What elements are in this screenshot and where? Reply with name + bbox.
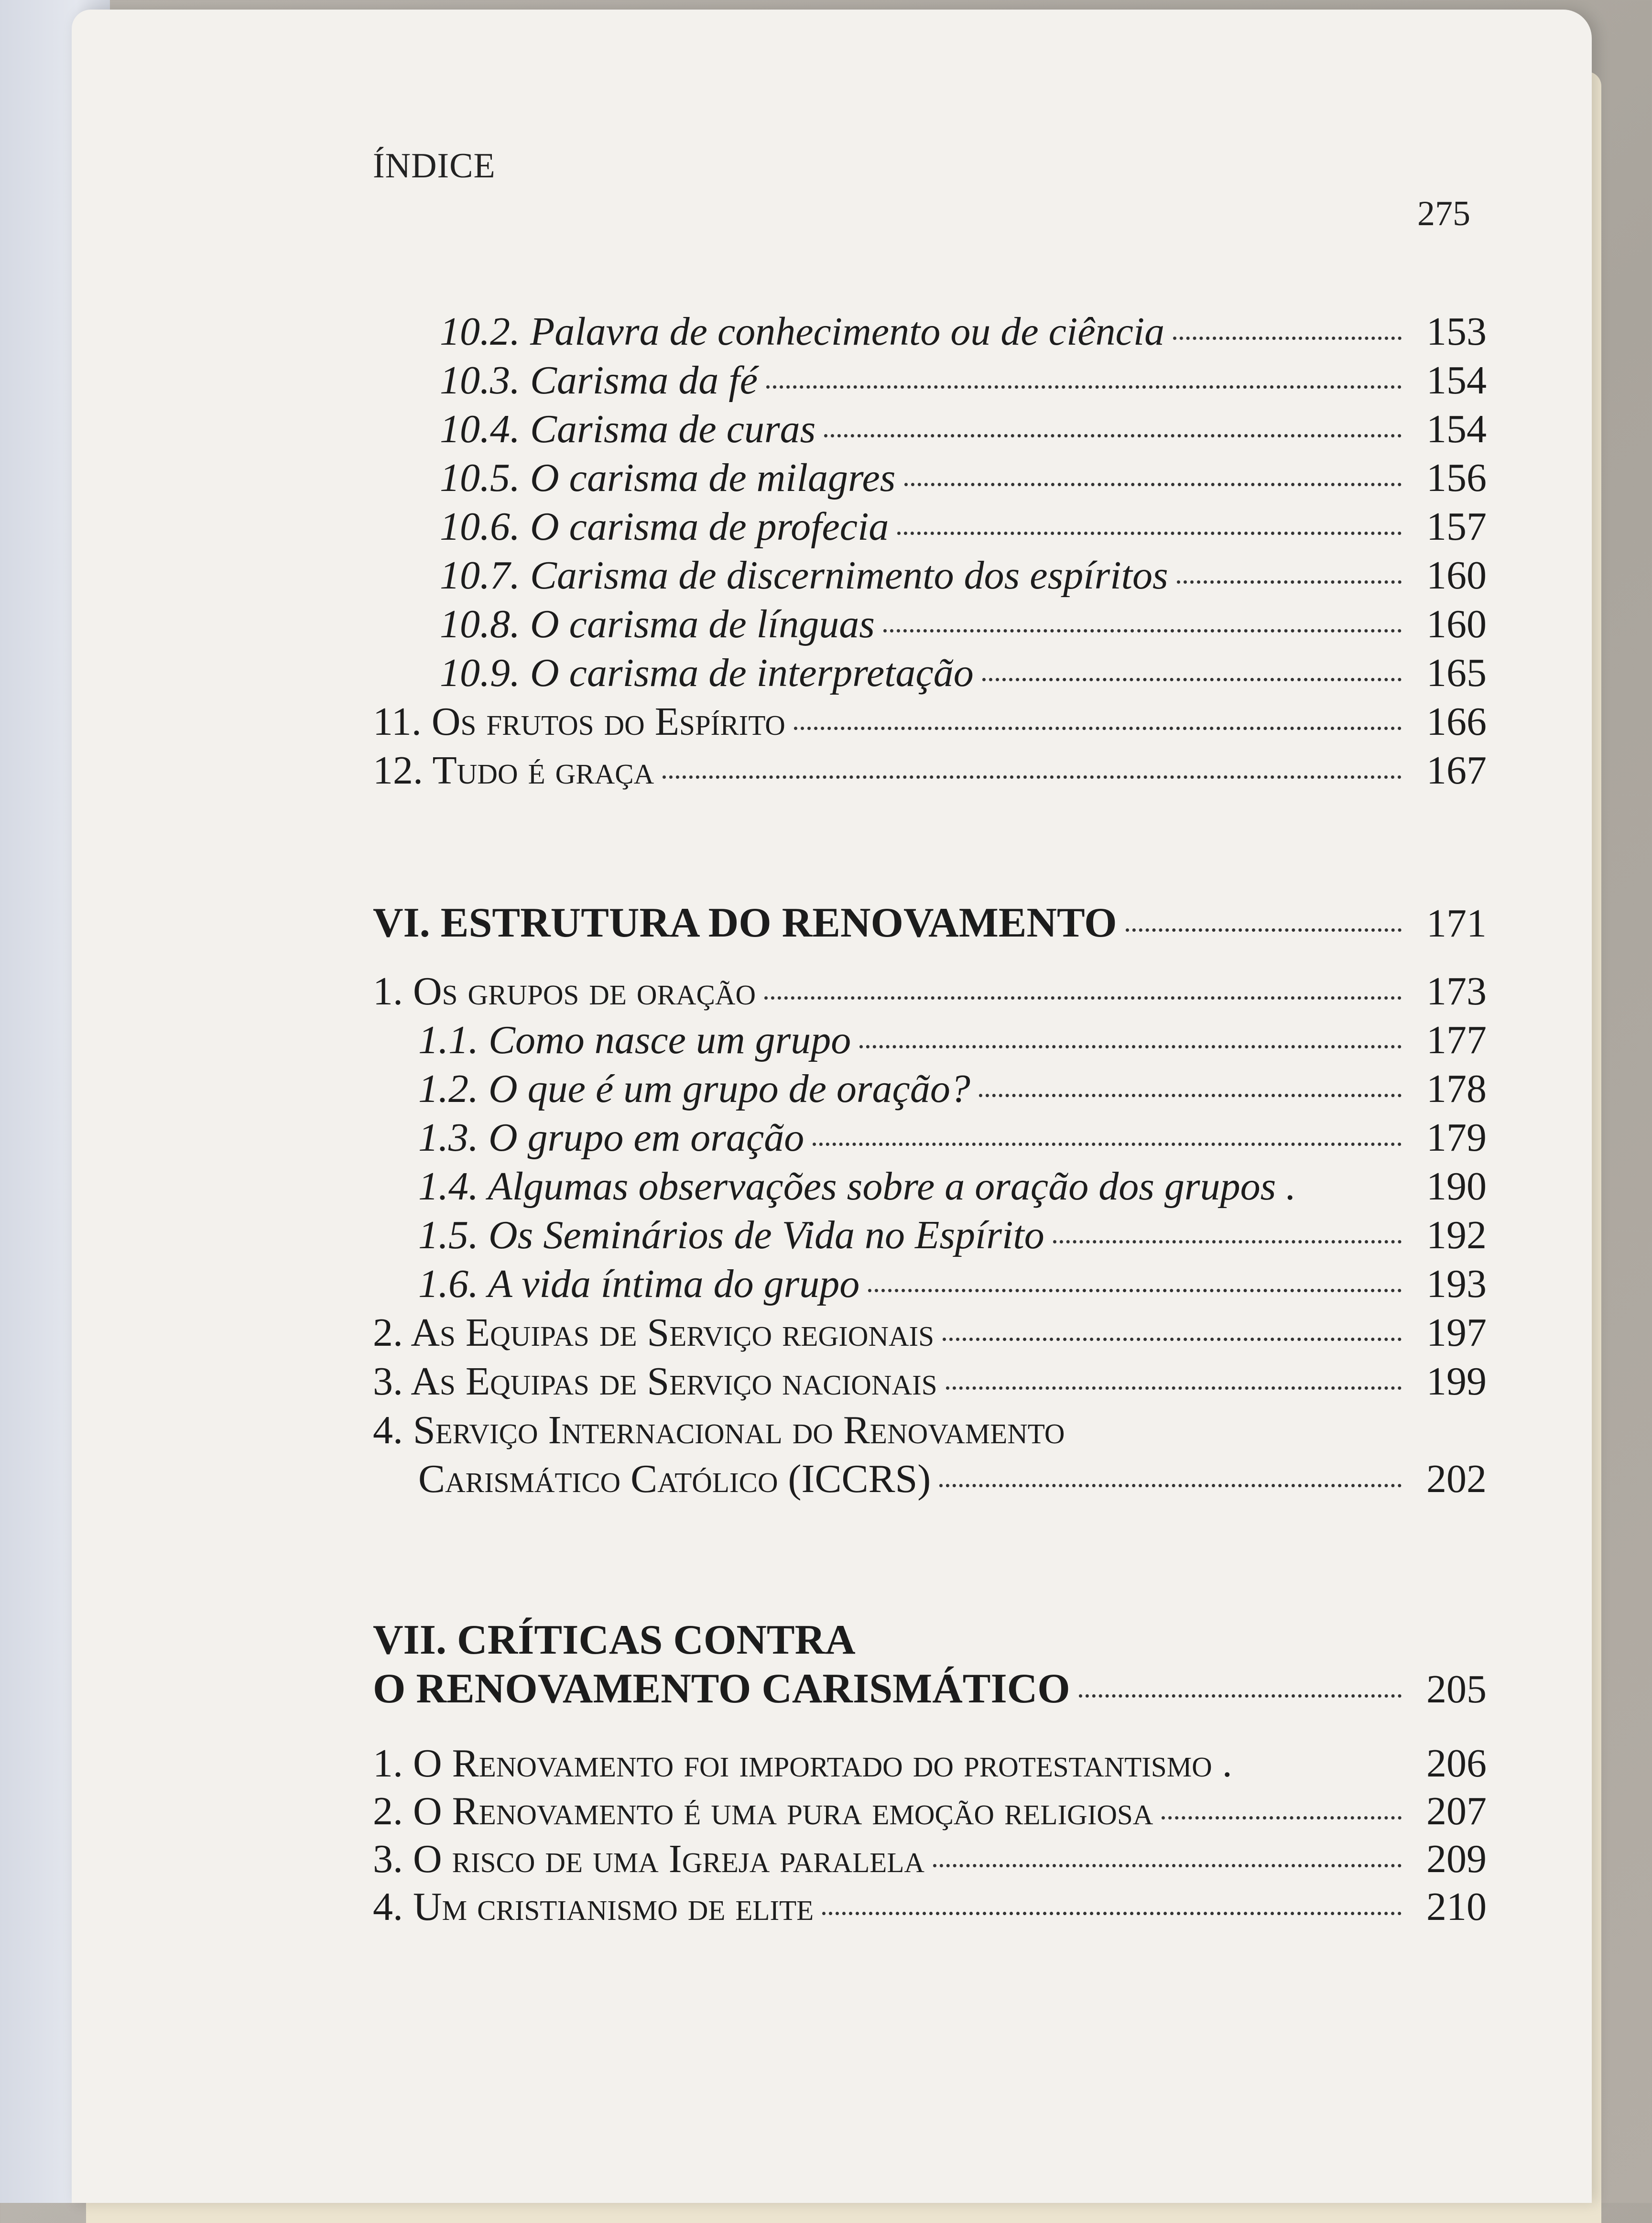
entry-page: 207: [1426, 1789, 1487, 1833]
toc-entry: [373, 1309, 1487, 1357]
dot-leader: [794, 727, 1402, 730]
entry-page: 177: [1426, 1018, 1487, 1062]
dot-leader: [1304, 1191, 1402, 1195]
toc-entry: [373, 1836, 1487, 1884]
toc-entry: [440, 308, 1487, 356]
entry-label: 12. Tudo é graça: [373, 748, 654, 793]
entry-label: 2. O Renovamento é uma pura emoção religiosa: [373, 1789, 1153, 1833]
entry-page: 166: [1426, 699, 1487, 744]
dot-leader: [883, 629, 1402, 632]
entry-label: 10.3. Carisma da fé: [440, 358, 758, 403]
toc-entry: [418, 1066, 1487, 1113]
entry-page: 190: [1426, 1164, 1487, 1209]
entry-page: 165: [1426, 651, 1487, 695]
section-heading-vi: [373, 899, 1487, 947]
entry-label: 3. O risco de uma Igreja paralela: [373, 1837, 924, 1881]
entry-page: 199: [1426, 1359, 1487, 1404]
entry-page: 160: [1426, 602, 1487, 646]
entry-page: 178: [1426, 1067, 1487, 1111]
dot-leader: [939, 1484, 1402, 1487]
entry-label: 1. Os grupos de oração: [373, 969, 756, 1013]
entry-label: 10.6. O carisma de profecia: [440, 504, 889, 549]
entry-page: 167: [1426, 748, 1487, 793]
toc-entry: [440, 503, 1487, 551]
entry-page: 154: [1426, 358, 1487, 403]
dot-leader: [904, 483, 1402, 486]
dot-leader: [1079, 1694, 1402, 1698]
toc-entry: [373, 1884, 1487, 1931]
entry-label: 10.5. O carisma de milagres: [440, 456, 896, 500]
entry-label: 3. As Equipas de Serviço nacionais: [373, 1359, 937, 1404]
dot-leader: [1177, 580, 1402, 584]
toc-entry: [373, 698, 1487, 746]
dot-leader: [824, 434, 1402, 437]
entry-label: 1.5. Os Seminários de Vida no Espírito: [418, 1213, 1044, 1257]
entry-label: 10.7. Carisma de discernimento dos espíritos: [440, 553, 1168, 598]
running-head: ÍNDICE: [373, 146, 496, 185]
entry-label: 2. As Equipas de Serviço regionais: [373, 1310, 935, 1355]
toc-entry: [418, 1212, 1487, 1260]
entry-page: 179: [1426, 1115, 1487, 1160]
entry-label: 1.2. O que é um grupo de oração?: [418, 1067, 970, 1111]
entry-page: 160: [1426, 553, 1487, 598]
dot-leader: [933, 1864, 1402, 1867]
toc-entry: [418, 1261, 1487, 1308]
dot-leader: [1162, 1816, 1402, 1820]
toc-entry: [440, 455, 1487, 502]
entry-label-line1: 4. Serviço Internacional do Renovamento: [373, 1408, 1065, 1452]
entry-label: 1.6. A vida íntima do grupo: [418, 1262, 860, 1306]
toc-entry: [440, 601, 1487, 649]
entry-page: 197: [1426, 1310, 1487, 1355]
entry-label: 1. O Renovamento foi importado do protestantismo .: [373, 1741, 1232, 1786]
section-heading-vii: [373, 1665, 1487, 1712]
dot-leader: [1241, 1768, 1402, 1772]
page-number: 275: [1417, 194, 1470, 233]
entry-page: 192: [1426, 1213, 1487, 1257]
section-title: VI. ESTRUTURA DO RENOVAMENTO: [373, 900, 1117, 946]
entry-page: 157: [1426, 504, 1487, 549]
entry-label: 4. Um cristianismo de elite: [373, 1885, 814, 1929]
entry-label: 1.3. O grupo em oração: [418, 1115, 804, 1160]
dot-leader: [982, 678, 1402, 681]
toc-entry: [373, 968, 1487, 1016]
dot-leader: [897, 532, 1402, 535]
dot-leader: [943, 1338, 1402, 1341]
entry-label: 1.1. Como nasce um grupo: [418, 1018, 851, 1062]
toc-entry: [440, 357, 1487, 405]
entry-page: 154: [1426, 407, 1487, 451]
toc-entry: [440, 406, 1487, 454]
section-title-line1: VII. CRÍTICAS CONTRA: [373, 1617, 856, 1663]
dot-leader: [822, 1912, 1402, 1915]
entry-page: 153: [1426, 309, 1487, 354]
entry-label-line2: Carismático Católico (ICCRS): [418, 1457, 931, 1501]
dot-leader: [859, 1045, 1402, 1048]
dot-leader: [868, 1289, 1402, 1292]
book-page: [72, 10, 1592, 2203]
section-page: 171: [1426, 901, 1487, 946]
toc-entry: [373, 1740, 1487, 1788]
dot-leader: [946, 1386, 1402, 1390]
dot-leader: [663, 775, 1402, 779]
entry-page: 193: [1426, 1262, 1487, 1306]
entry-page: 156: [1426, 456, 1487, 500]
section-page: 205: [1426, 1667, 1487, 1711]
toc-entry: [418, 1163, 1487, 1211]
entry-label: 10.4. Carisma de curas: [440, 407, 816, 451]
entry-page: 202: [1426, 1457, 1487, 1501]
dot-leader: [1053, 1240, 1402, 1243]
toc-entry: [373, 747, 1487, 795]
entry-page: 173: [1426, 969, 1487, 1013]
dot-leader: [1173, 337, 1402, 340]
entry-label: 10.8. O carisma de línguas: [440, 602, 875, 646]
entry-page: 210: [1426, 1885, 1487, 1929]
toc-entry: [373, 1358, 1487, 1406]
toc-entry: [440, 552, 1487, 600]
section-title-line2: O RENOVAMENTO CARISMÁTICO: [373, 1666, 1070, 1712]
entry-page: 206: [1426, 1741, 1487, 1786]
toc-entry: [418, 1114, 1487, 1162]
entry-label: 11. Os frutos do Espírito: [373, 699, 785, 744]
toc-entry: [418, 1456, 1487, 1504]
toc-entry: [418, 1017, 1487, 1065]
dot-leader: [813, 1143, 1402, 1146]
dot-leader: [979, 1094, 1402, 1097]
toc-entry: [440, 650, 1487, 697]
toc-entry: [373, 1788, 1487, 1836]
dot-leader: [764, 996, 1402, 1000]
dot-leader: [766, 385, 1402, 389]
entry-label: 10.2. Palavra de conhecimento ou de ciência: [440, 309, 1165, 354]
dot-leader: [1126, 928, 1402, 932]
entry-label: 1.4. Algumas observações sobre a oração dos grupos .: [418, 1164, 1296, 1209]
entry-page: 209: [1426, 1837, 1487, 1881]
entry-label: 10.9. O carisma de interpretação: [440, 651, 974, 695]
